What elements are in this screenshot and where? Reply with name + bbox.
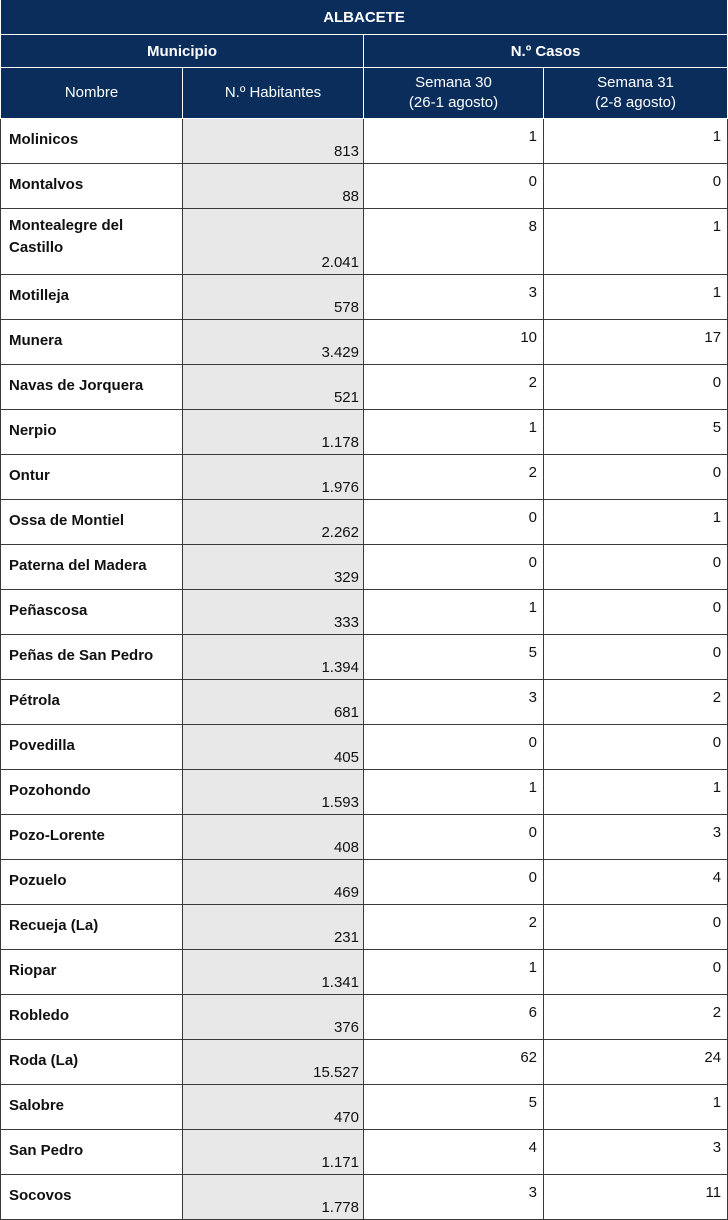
semana31-cell: 0	[544, 950, 728, 995]
municipio-name-cell: Navas de Jorquera	[1, 365, 183, 410]
semana30-cell: 3	[364, 275, 544, 320]
semana31-cell: 0	[544, 365, 728, 410]
table-row	[1, 680, 728, 725]
semana30-cell: 2	[364, 905, 544, 950]
table-row	[1, 275, 728, 320]
semana30-cell: 0	[364, 500, 544, 545]
casos-header: N.º Casos	[364, 35, 728, 68]
table-row	[1, 1040, 728, 1085]
semana30-cell: 1	[364, 119, 544, 164]
habitantes-cell: 1.341	[183, 950, 364, 995]
semana31-cell: 2	[544, 680, 728, 725]
habitantes-cell: 333	[183, 590, 364, 635]
semana30-cell: 0	[364, 725, 544, 770]
habitantes-cell: 578	[183, 275, 364, 320]
table-row	[1, 770, 728, 815]
semana30-range: (26-1 agosto)	[408, 94, 499, 111]
semana31-header	[544, 68, 728, 119]
semana31-cell: 24	[544, 1040, 728, 1085]
habitantes-cell: 1.394	[183, 635, 364, 680]
table-row	[1, 725, 728, 770]
semana30-header	[364, 68, 544, 119]
municipio-name-cell: Montealegre del Castillo	[1, 209, 183, 275]
municipio-name-cell: Munera	[1, 320, 183, 365]
semana31-cell: 0	[544, 164, 728, 209]
semana30-cell: 62	[364, 1040, 544, 1085]
semana31-cell: 1	[544, 275, 728, 320]
semana31-range: (2-8 agosto)	[595, 94, 676, 111]
municipio-name-cell: Roda (La)	[1, 1040, 183, 1085]
semana31-cell: 2	[544, 995, 728, 1040]
municipio-name-cell: Peñas de San Pedro	[1, 635, 183, 680]
nombre-header: Nombre	[1, 68, 183, 119]
semana31-cell: 1	[544, 500, 728, 545]
table-row	[1, 119, 728, 164]
municipio-name-cell: Pétrola	[1, 680, 183, 725]
table-row	[1, 1175, 728, 1220]
habitantes-cell: 3.429	[183, 320, 364, 365]
municipio-name-cell: Socovos	[1, 1175, 183, 1220]
habitantes-cell: 2.262	[183, 500, 364, 545]
table-row	[1, 320, 728, 365]
table-row	[1, 545, 728, 590]
habitantes-cell: 813	[183, 119, 364, 164]
semana30-cell: 5	[364, 1085, 544, 1130]
table-row	[1, 905, 728, 950]
habitantes-cell: 376	[183, 995, 364, 1040]
semana31-cell: 4	[544, 860, 728, 905]
table-row	[1, 815, 728, 860]
semana31-label: Semana 31	[597, 74, 674, 91]
table-row	[1, 365, 728, 410]
semana30-label: Semana 30	[415, 74, 492, 91]
municipio-name-cell: Pozohondo	[1, 770, 183, 815]
habitantes-header: N.º Habitantes	[183, 68, 364, 119]
municipio-name-cell: Riopar	[1, 950, 183, 995]
table-row	[1, 860, 728, 905]
municipio-name-cell: Motilleja	[1, 275, 183, 320]
semana31-cell: 0	[544, 545, 728, 590]
semana31-cell: 5	[544, 410, 728, 455]
semana31-cell: 3	[544, 1130, 728, 1175]
semana30-cell: 0	[364, 815, 544, 860]
habitantes-cell: 521	[183, 365, 364, 410]
table-row	[1, 950, 728, 995]
semana30-cell: 2	[364, 365, 544, 410]
habitantes-cell: 469	[183, 860, 364, 905]
habitantes-cell: 408	[183, 815, 364, 860]
table-row	[1, 1130, 728, 1175]
habitantes-cell: 2.041	[183, 209, 364, 275]
semana30-cell: 0	[364, 545, 544, 590]
habitantes-cell: 88	[183, 164, 364, 209]
semana31-cell: 1	[544, 1085, 728, 1130]
semana31-cell: 11	[544, 1175, 728, 1220]
semana30-cell: 10	[364, 320, 544, 365]
semana31-cell: 0	[544, 725, 728, 770]
table-row	[1, 500, 728, 545]
municipio-name-cell: Montalvos	[1, 164, 183, 209]
table-row	[1, 995, 728, 1040]
municipio-name-cell: Molinicos	[1, 119, 183, 164]
table-row	[1, 635, 728, 680]
municipio-name-cell: Nerpio	[1, 410, 183, 455]
municipio-name-cell: Salobre	[1, 1085, 183, 1130]
semana30-cell: 1	[364, 590, 544, 635]
municipio-name-cell: Pozuelo	[1, 860, 183, 905]
semana30-cell: 4	[364, 1130, 544, 1175]
semana30-cell: 1	[364, 770, 544, 815]
habitantes-cell: 1.593	[183, 770, 364, 815]
municipio-header: Municipio	[1, 35, 364, 68]
table-row	[1, 455, 728, 500]
table-row	[1, 1085, 728, 1130]
municipio-name-cell: Robledo	[1, 995, 183, 1040]
semana31-cell: 1	[544, 770, 728, 815]
semana30-cell: 3	[364, 680, 544, 725]
semana31-cell: 3	[544, 815, 728, 860]
semana30-cell: 1	[364, 410, 544, 455]
habitantes-cell: 470	[183, 1085, 364, 1130]
habitantes-cell: 405	[183, 725, 364, 770]
municipio-name-cell: Peñascosa	[1, 590, 183, 635]
region-title: ALBACETE	[1, 0, 728, 35]
table-row	[1, 590, 728, 635]
semana30-cell: 6	[364, 995, 544, 1040]
semana30-cell: 0	[364, 164, 544, 209]
municipio-name-cell: Paterna del Madera	[1, 545, 183, 590]
semana30-cell: 0	[364, 860, 544, 905]
habitantes-cell: 1.976	[183, 455, 364, 500]
table-row	[1, 164, 728, 209]
semana30-cell: 5	[364, 635, 544, 680]
semana30-cell: 2	[364, 455, 544, 500]
municipio-name-cell: Ossa de Montiel	[1, 500, 183, 545]
municipio-name-cell: Recueja (La)	[1, 905, 183, 950]
habitantes-cell: 1.171	[183, 1130, 364, 1175]
municipio-name-cell: San Pedro	[1, 1130, 183, 1175]
municipio-name-cell: Ontur	[1, 455, 183, 500]
semana31-cell: 17	[544, 320, 728, 365]
habitantes-cell: 1.178	[183, 410, 364, 455]
semana30-cell: 3	[364, 1175, 544, 1220]
semana31-cell: 0	[544, 590, 728, 635]
habitantes-cell: 15.527	[183, 1040, 364, 1085]
table-row	[1, 209, 728, 275]
habitantes-cell: 681	[183, 680, 364, 725]
semana31-cell: 0	[544, 455, 728, 500]
habitantes-cell: 1.778	[183, 1175, 364, 1220]
semana30-cell: 8	[364, 209, 544, 275]
habitantes-cell: 231	[183, 905, 364, 950]
municipio-name-cell: Povedilla	[1, 725, 183, 770]
municipio-name-cell: Pozo-Lorente	[1, 815, 183, 860]
table-row	[1, 410, 728, 455]
semana31-cell: 0	[544, 635, 728, 680]
semana31-cell: 1	[544, 119, 728, 164]
semana31-cell: 1	[544, 209, 728, 275]
habitantes-cell: 329	[183, 545, 364, 590]
semana30-cell: 1	[364, 950, 544, 995]
semana31-cell: 0	[544, 905, 728, 950]
